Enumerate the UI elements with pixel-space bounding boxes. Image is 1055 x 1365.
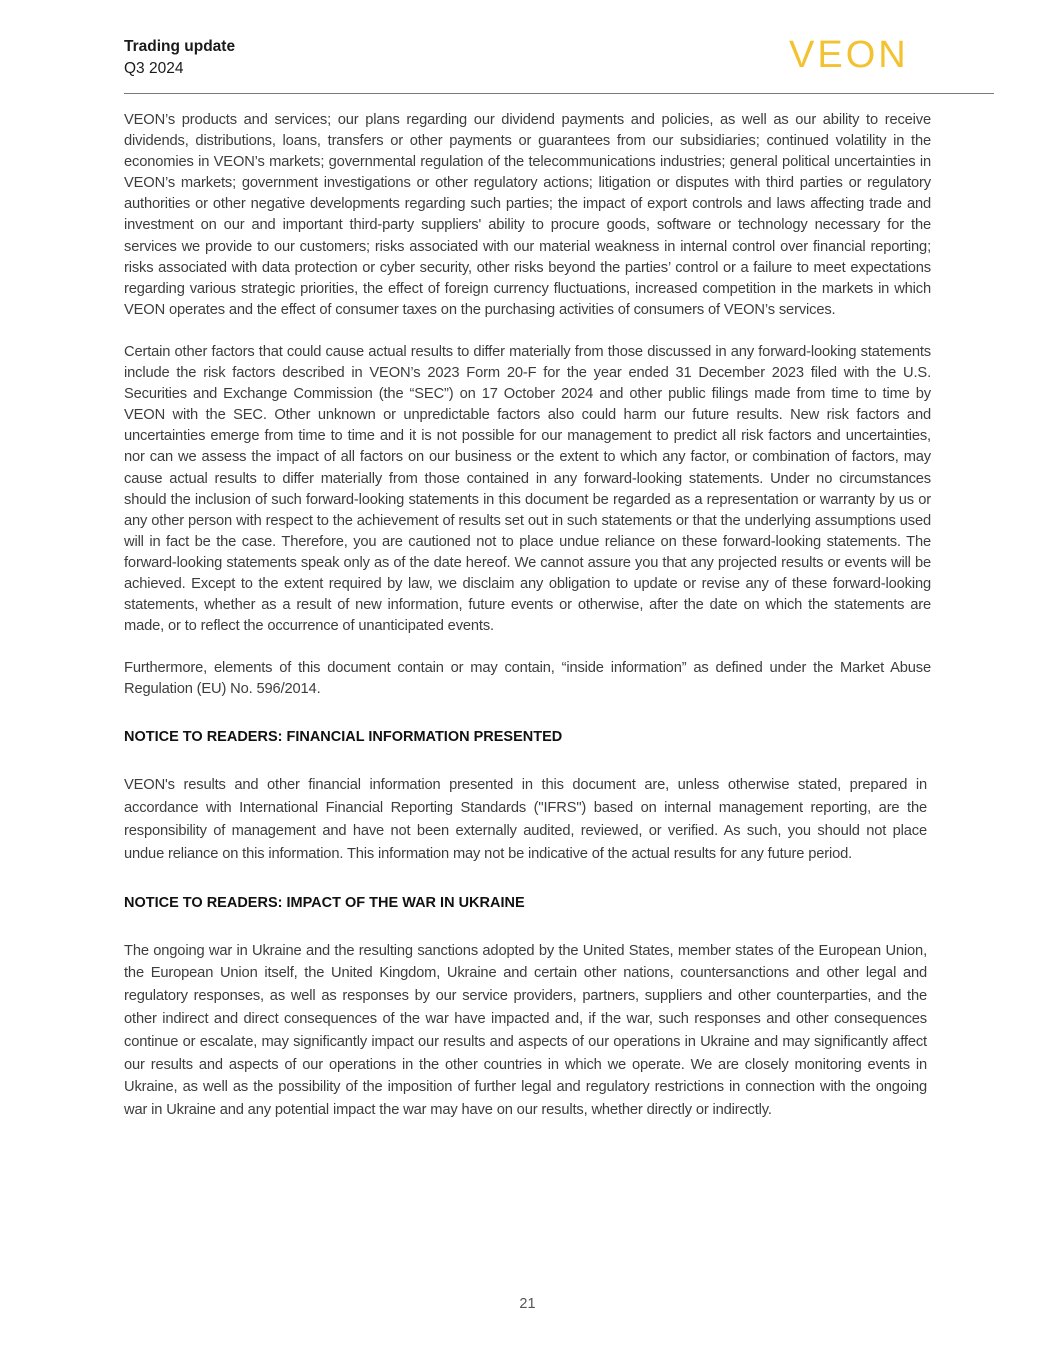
- veon-logo: [789, 34, 929, 74]
- forward-looking-factors-paragraph: VEON’s products and services; our plans regarding our dividend payments and policies, as well as our ability to receive dividends, distributions, loans, transfers or other payments or guarantees from our subsidiaries; continued volatility in the economies in VEON’s markets; governmental regulation of the telecommunications industries; general political uncertainties in VEON’s markets; government investigations or other regulatory actions; litigation or disputes with third parties or regulatory authorities or other negative developments regarding such parties; the impact of export controls and laws affecting trade and investment on our and important third-party suppliers' ability to procure goods, software or technology necessary for the services we provide to our customers; risks associated with our material weakness in internal control over financial reporting; risks associated with data protection or cyber security, other risks beyond the parties’ control or a failure to meet expectations regarding various strategic priorities, the effect of foreign currency fluctuations, increased competition in the markets in which VEON operates and the effect of consumer taxes on the purchasing activities of consumers of VEON’s services.: [124, 112, 931, 318]
- financial-information-paragraph: VEON's results and other financial information presented in this document are, unless otherwise stated, prepared in accordance with International Financial Reporting Standards ("IFRS") based on internal management reporting, are the responsibility of management and have not been externally audited, reviewed, or verified. As such, you should not place undue reliance on this information. This information may not be indicative of the actual results for any future period.: [124, 777, 927, 862]
- inside-information-paragraph: Furthermore, elements of this document contain or may contain, “inside information” as defined under the Market Abuse Regulation (EU) No. 596/2014.: [124, 660, 931, 698]
- veon-logo-text: VEON: [789, 34, 909, 74]
- header-divider: [124, 93, 994, 94]
- war-in-ukraine-paragraph: The ongoing war in Ukraine and the resulting sanctions adopted by the United States, member states of the European Union, the European Union itself, the United Kingdom, Ukraine and certain other nations, countersanctions and other legal and regulatory responses, as well as responses by our service providers, partners, suppliers and other counterparties, and the other indirect and direct consequences of the war have impacted and, if the war, such responses and other consequences continue or escalate, may significantly impact our results and aspects of our operations in Ukraine and may significantly affect our results and aspects of our operations in the other countries in which we operate. We are closely monitoring events in Ukraine, as well as the possibility of the imposition of further legal and regulatory restrictions in connection with the ongoing war in Ukraine and any potential impact the war may have on our results, whether directly or indirectly.: [124, 942, 927, 1119]
- page-number: 21: [519, 1296, 536, 1312]
- document-title: Trading update: [124, 38, 236, 55]
- war-in-ukraine-heading: NOTICE TO READERS: IMPACT OF THE WAR IN UKRAINE: [124, 894, 525, 911]
- document-period: Q3 2024: [124, 60, 184, 77]
- document-body: [124, 110, 931, 1122]
- risk-factors-paragraph: Certain other factors that could cause actual results to differ materially from those discussed in any forward-looking statements include the risk factors described in VEON’s 2023 Form 20-F for the year ended 31 December 2023 filed with the U.S. Securities and Exchange Commission (the “SEC”) on 17 October 2024 and other public filings made from time to time by VEON with the SEC. Other unknown or unpredictable factors also could harm our future results. New risk factors and uncertainties emerge from time to time and it is not possible for our management to predict all risk factors and uncertainties, nor can we assess the impact of all factors on our business or the extent to which any factor, or combination of factors, may cause actual results to differ materially from those contained in any forward-looking statements. Under no circumstances should the inclusion of such forward-looking statements in this document be regarded as a representation or warranty by us or any other person with respect to the achievement of results set out in such statements or that the underlying assumptions used will in fact be the case. Therefore, you are cautioned not to place undue reliance on these forward-looking statements. The forward-looking statements speak only as of the date hereof. We cannot assure you that any projected results or events will be achieved. Except to the extent required by law, we disclaim any obligation to update or revise any of these forward-looking statements, whether as a result of new information, future events or otherwise, after the date on which the statements are made, or to reflect the occurrence of unanticipated events.: [124, 343, 931, 635]
- financial-information-heading: NOTICE TO READERS: FINANCIAL INFORMATION PRESENTED: [124, 729, 563, 746]
